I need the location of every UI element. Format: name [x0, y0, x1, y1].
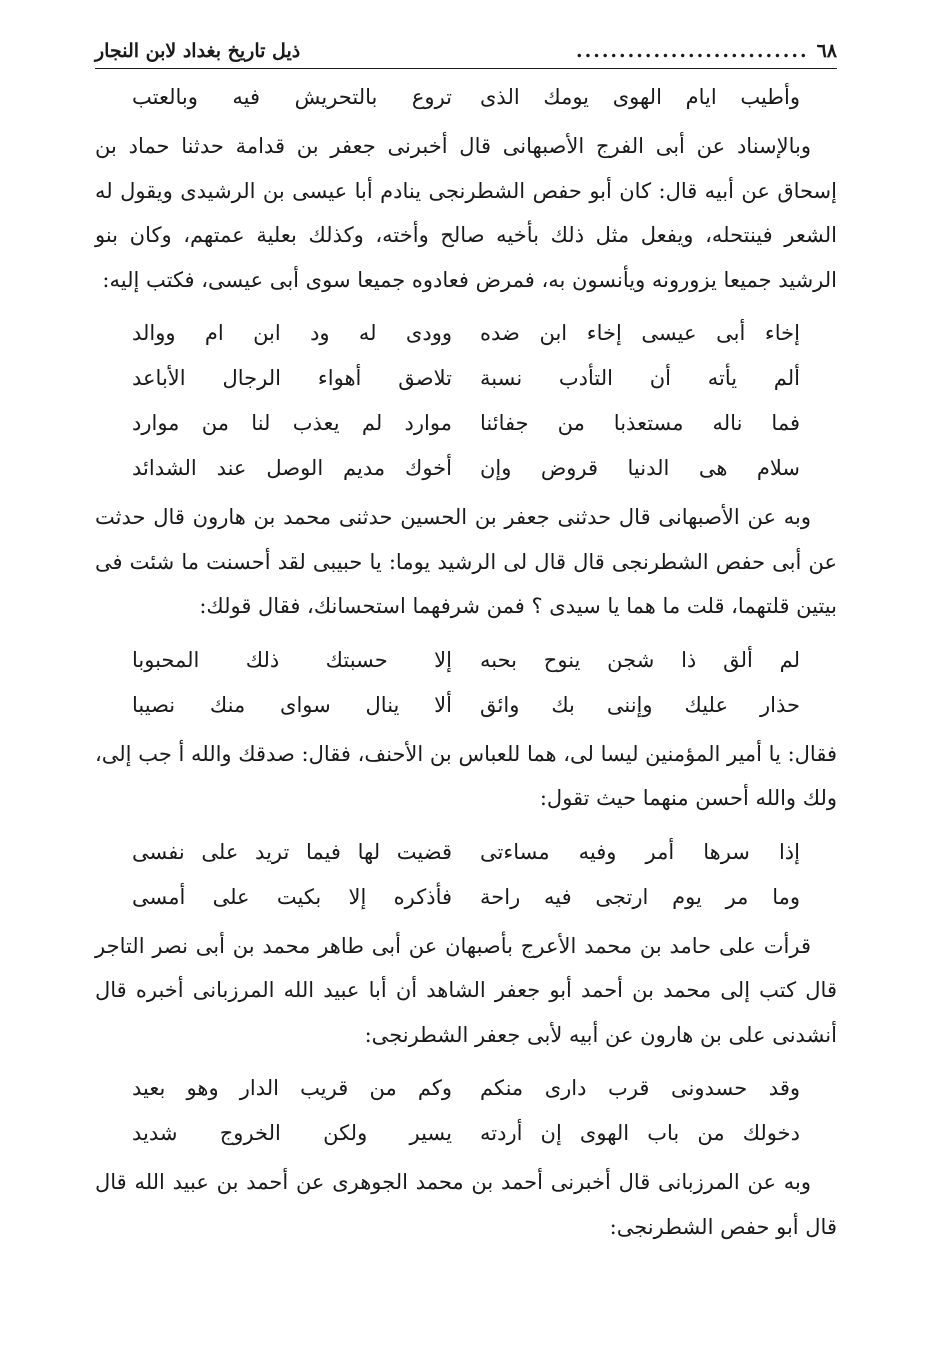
hemistich: فما ناله مستعذبا من جفائنا	[480, 411, 800, 435]
hemistich: حذار عليك وإننى بك وائق	[480, 692, 800, 717]
hemistich: تلاصق أهواء الرجال الأباعد	[132, 366, 452, 390]
book-page	[95, 40, 837, 1249]
hemistich: سلام هى الدنيا قروض وإن	[480, 456, 800, 480]
hemistich: ألم يأته أن التأدب نسبة	[480, 366, 800, 390]
hemistich: دخولك من باب الهوى إن أردته	[480, 1121, 800, 1145]
poem-4	[95, 1066, 837, 1156]
book-title: ذيل تاريخ بغداد لابن النجار	[95, 40, 301, 62]
hemistich: أخوك مديم الوصل عند الشدائد	[132, 456, 452, 480]
hemistich: وأطيب ايام الهوى يومك الذى	[480, 85, 800, 109]
hemistich: إلا حسبتك ذلك المحبوبا	[132, 647, 452, 672]
paragraph-3: فقال: يا أمير المؤمنين ليسا لى، هما للعباس بن الأحنف، فقال: صدقك والله أ جب إلى، ولك والله أحسن منهما حيث تقول:	[95, 741, 837, 810]
hemistich: تروع بالتحريش فيه وبالعتب	[132, 85, 452, 109]
paragraph-4: قرأت على حامد بن محمد الأعرج بأصبهان عن أبى طاهر محمد بن أبى نصر التاجر قال كتب إلى محمد بن أحمد أبو جعفر الشاهد أن أبا عبيد الله المرزبانى أخبره قال أنشدنى على بن هارون عن أبيه لأبى جعفر الشطرنجى:	[95, 933, 837, 1047]
verse-block-1	[95, 75, 837, 120]
hemistich: إذا سرها أمر وفيه مساءتى	[480, 839, 800, 864]
hemistich: وكم من قريب الدار وهو بعيد	[132, 1076, 452, 1100]
hemistich: وودى له ود ابن ام ووالد	[132, 321, 452, 345]
header-leader-dots: ...........................	[575, 40, 809, 62]
hemistich: وما مر يوم ارتجى فيه راحة	[480, 884, 800, 909]
paragraph-2: وبه عن الأصبهانى قال حدثنى جعفر بن الحسين حدثنى محمد بن هارون قال حدثت عن أبى حفص الشطرنجى قال قال لى الرشيد يوما: يا حبيبى لقد أحسنت ما شئت فى بيتين قلتهما، قلت ما هما يا سيدى ؟ فمن شرفهما استحسانك، فقال قولك:	[95, 505, 837, 618]
hemistich: يسير ولكن الخروج شديد	[132, 1121, 452, 1145]
paragraph-5: وبه عن المرزبانى قال أخبرنى أحمد بن محمد الجوهرى عن أحمد بن عبيد الله قال قال أبو حفص الشطرنجى:	[95, 1170, 837, 1239]
hemistich: موارد لم يعذب لنا من موارد	[132, 411, 452, 435]
hemistich: ألا ينال سواى منك نصيبا	[132, 692, 452, 717]
hemistich: فأذكره إلا بكيت على أمسى	[132, 884, 452, 909]
page-number: ٦٨	[816, 40, 837, 62]
paragraph-1: وبالإسناد عن أبى الفرج الأصبهانى قال أخبرنى جعفر بن قدامة حدثنا حماد بن إسحاق عن أبيه قال: كان أبو حفص الشطرنجى ينادم أبا عيسى بن الرشيدى ويقول له الشعر فينتحله، ويفعل مثل ذلك بأخيه صالح وأخته، وكذلك بعلية عمتهم، وكان بنو الرشيد جميعا يزورونه ويأنسون به، فمرض فعادوه جميعا سوى أبى عيسى، فكتب إليه:	[95, 134, 837, 292]
poem-2	[95, 638, 837, 728]
poem-3	[95, 830, 837, 920]
hemistich: إخاء أبى عيسى إخاء ابن ضده	[480, 321, 800, 345]
running-header	[95, 40, 837, 69]
hemistich: وقد حسدونى قرب دارى منكم	[480, 1076, 800, 1100]
hemistich: قضيت لها فيما تريد على نفسى	[132, 839, 452, 864]
poem-1	[95, 311, 837, 491]
hemistich: لم ألق ذا شجن ينوح بحبه	[480, 647, 800, 672]
